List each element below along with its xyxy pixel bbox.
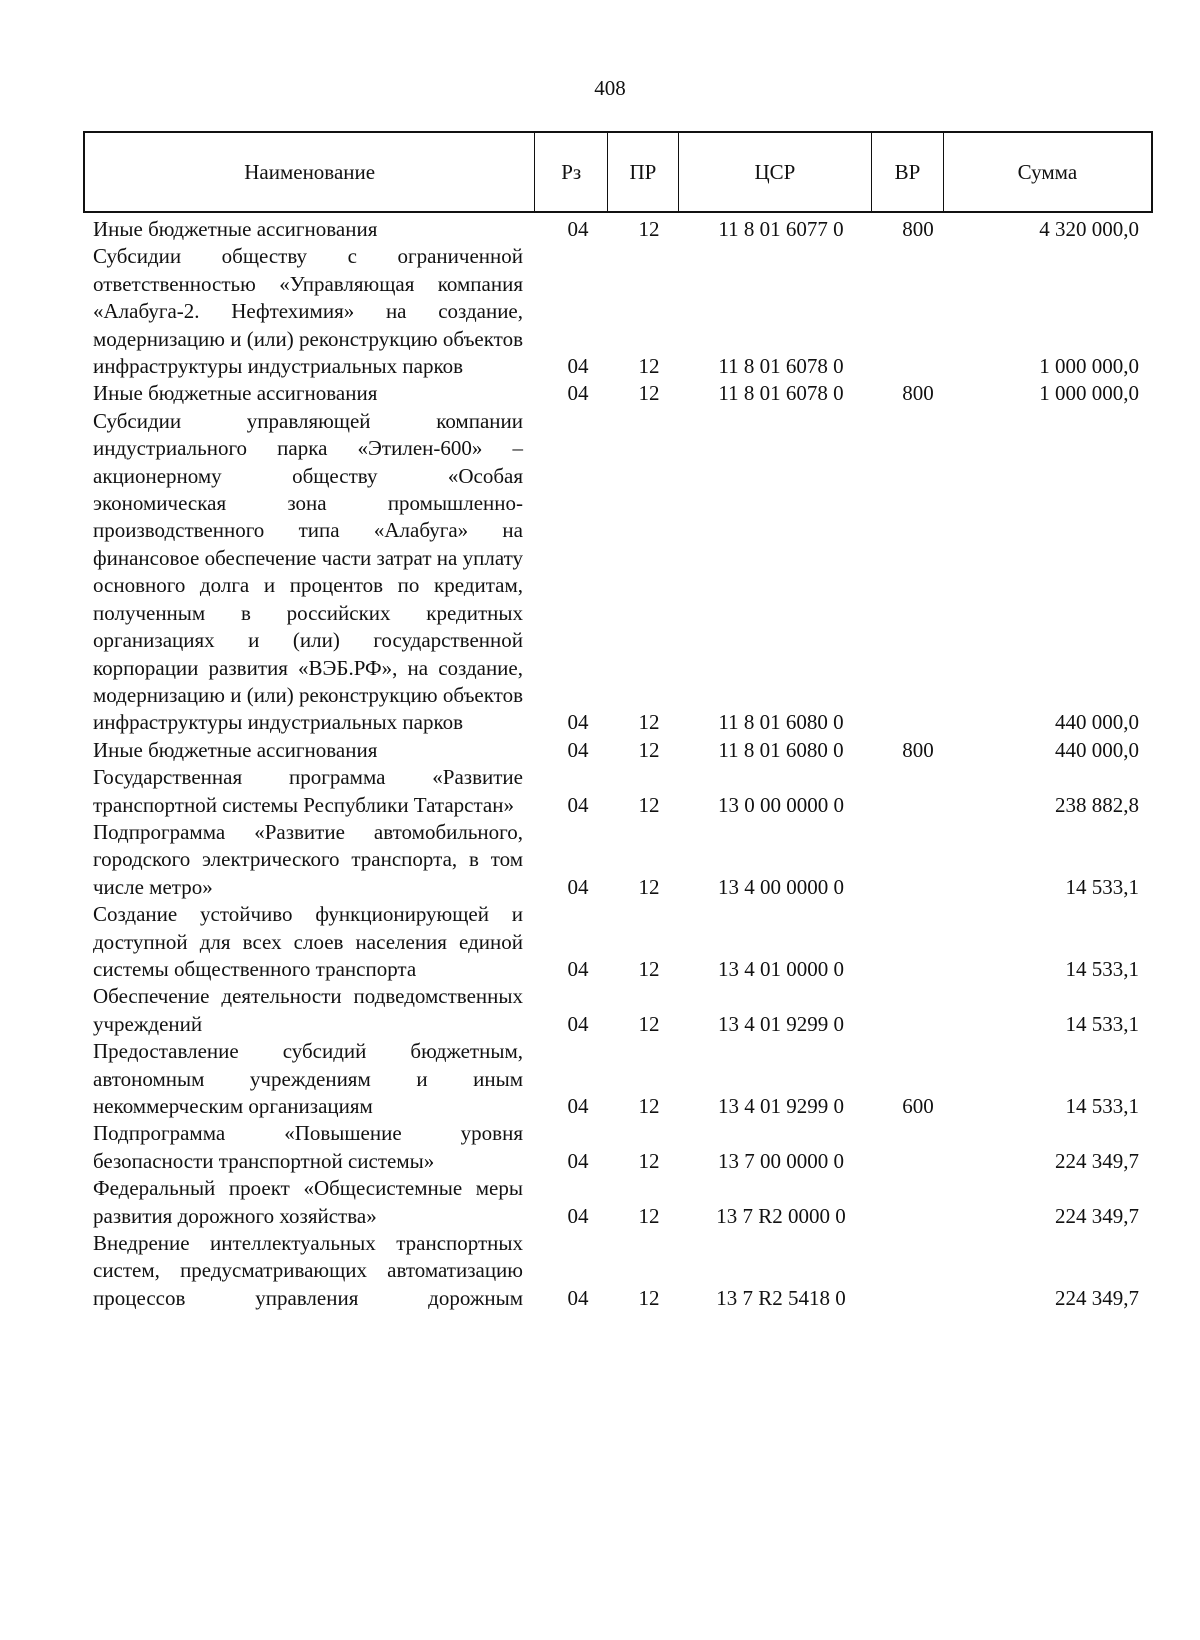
table-row [93, 1120, 1153, 1175]
row-pr: 12 [638, 1011, 660, 1036]
table-row [93, 380, 1153, 407]
row-sum: 440 000,0 [1055, 710, 1139, 735]
header-pr: ПР [608, 133, 679, 211]
row-rz: 04 [567, 354, 589, 379]
row-sum: 1 000 000,0 [1039, 354, 1139, 379]
row-sum: 14 533,1 [1065, 956, 1139, 981]
row-name: Внедрение интеллектуальных транспортных систем, предусматривающих автоматизацию процессов управления дорожным [93, 1231, 523, 1310]
row-sum: 440 000,0 [1055, 737, 1139, 762]
row-pr: 12 [638, 1094, 660, 1118]
row-vr: 800 [902, 217, 934, 241]
table-row [93, 901, 1153, 983]
row-rz: 04 [567, 1148, 589, 1173]
row-csr: 13 4 00 0000 0 [718, 874, 844, 899]
row-csr: 13 4 01 9299 0 [718, 1011, 844, 1036]
row-rz: 04 [567, 1011, 589, 1036]
row-pr: 12 [638, 217, 660, 241]
row-rz: 04 [567, 1203, 589, 1228]
row-name: Федеральный проект «Общесистемные меры развития дорожного хозяйства» [93, 1176, 523, 1228]
row-sum: 224 349,7 [1055, 1203, 1139, 1228]
row-csr: 13 4 01 0000 0 [718, 956, 844, 981]
table-header [83, 131, 1153, 213]
row-vr: 800 [902, 737, 934, 762]
row-name: Предоставление субсидий бюджетным, автономным учреждениям и иным некоммерческим организациям [93, 1039, 523, 1118]
row-rz: 04 [567, 1094, 589, 1118]
row-pr: 12 [638, 956, 660, 981]
row-rz: 04 [567, 792, 589, 817]
row-sum: 14 533,1 [1065, 1011, 1139, 1036]
row-sum: 1 000 000,0 [1039, 381, 1139, 406]
row-csr: 13 7 R2 5418 0 [716, 1285, 846, 1310]
row-name: Подпрограмма «Развитие автомобильного, городского электрического транспорта, в том числе метро» [93, 819, 523, 899]
table-body [93, 216, 1153, 1312]
row-rz: 04 [567, 1285, 589, 1310]
row-sum: 224 349,7 [1055, 1148, 1139, 1173]
header-name: Наименование [85, 133, 535, 211]
row-pr: 12 [638, 1285, 660, 1310]
row-vr: 600 [902, 1094, 934, 1118]
row-vr: 800 [902, 381, 934, 406]
row-name: Иные бюджетные ассигнования [93, 217, 378, 241]
row-csr: 11 8 01 6078 0 [718, 381, 844, 406]
row-name: Подпрограмма «Повышение уровня безопасности транспортной системы» [93, 1121, 523, 1173]
table-row [93, 408, 1153, 737]
row-name: Субсидии управляющей компании индустриального парка «Этилен-600» – акционерному обществу «Особая экономическая зона промышленно-производственного типа «Алабуга» на финансовое обеспечение части затрат на уплату основного долга и процентов по кредитам, полученным в российских кредитных организациях и (или) государственной корпорации развития «ВЭБ.РФ», на создание, модернизацию и (или) реконструкцию объектов инфраструктуры индустриальных парков [93, 408, 523, 735]
header-vr: ВР [872, 133, 944, 211]
row-pr: 12 [638, 354, 660, 379]
row-csr: 13 7 00 0000 0 [718, 1148, 844, 1173]
table-row [93, 737, 1153, 764]
header-rz: Рз [535, 133, 608, 211]
table-row [93, 216, 1153, 243]
row-sum: 224 349,7 [1055, 1285, 1139, 1310]
row-sum: 14 533,1 [1065, 874, 1139, 899]
header-csr: ЦСР [679, 133, 872, 211]
row-name: Государственная программа «Развитие транспортной системы Республики Татарстан» [93, 765, 523, 817]
row-rz: 04 [567, 381, 589, 406]
row-csr: 11 8 01 6077 0 [718, 217, 844, 241]
row-rz: 04 [567, 217, 589, 241]
row-pr: 12 [638, 737, 660, 762]
table-row [93, 1230, 1153, 1312]
table-row [93, 983, 1153, 1038]
row-name: Иные бюджетные ассигнования [93, 737, 378, 762]
table-row [93, 243, 1153, 380]
row-name: Иные бюджетные ассигнования [93, 381, 378, 406]
row-pr: 12 [638, 381, 660, 406]
row-csr: 13 4 01 9299 0 [718, 1094, 844, 1118]
row-csr: 11 8 01 6080 0 [718, 737, 844, 762]
row-pr: 12 [638, 710, 660, 735]
row-sum: 4 320 000,0 [1039, 217, 1139, 241]
row-rz: 04 [567, 737, 589, 762]
row-pr: 12 [638, 1148, 660, 1173]
row-rz: 04 [567, 710, 589, 735]
row-name: Обеспечение деятельности подведомственных учреждений [93, 984, 523, 1036]
row-sum: 238 882,8 [1055, 792, 1139, 817]
table-row [93, 1038, 1153, 1120]
row-csr: 11 8 01 6080 0 [718, 710, 844, 735]
table-row [93, 1175, 1153, 1230]
row-sum: 14 533,1 [1065, 1094, 1139, 1118]
page-number: 408 [594, 76, 626, 100]
row-pr: 12 [638, 874, 660, 899]
header-sum: Сумма [1017, 159, 1078, 184]
row-pr: 12 [638, 1203, 660, 1228]
row-rz: 04 [567, 956, 589, 981]
row-csr: 13 0 00 0000 0 [718, 792, 844, 817]
row-name: Субсидии обществу с ограниченной ответственностью «Управляющая компания «Алабуга-2. Нефтехимия» на создание, модернизацию и (или) реконструкцию объектов инфраструктуры индустриальных парков [93, 244, 523, 379]
row-rz: 04 [567, 874, 589, 899]
table-row [93, 819, 1153, 901]
table-row [93, 764, 1153, 819]
row-pr: 12 [638, 792, 660, 817]
row-csr: 11 8 01 6078 0 [718, 354, 844, 379]
row-name: Создание устойчиво функционирующей и доступной для всех слоев населения единой системы общественного транспорта [93, 902, 523, 981]
row-csr: 13 7 R2 0000 0 [716, 1203, 846, 1228]
